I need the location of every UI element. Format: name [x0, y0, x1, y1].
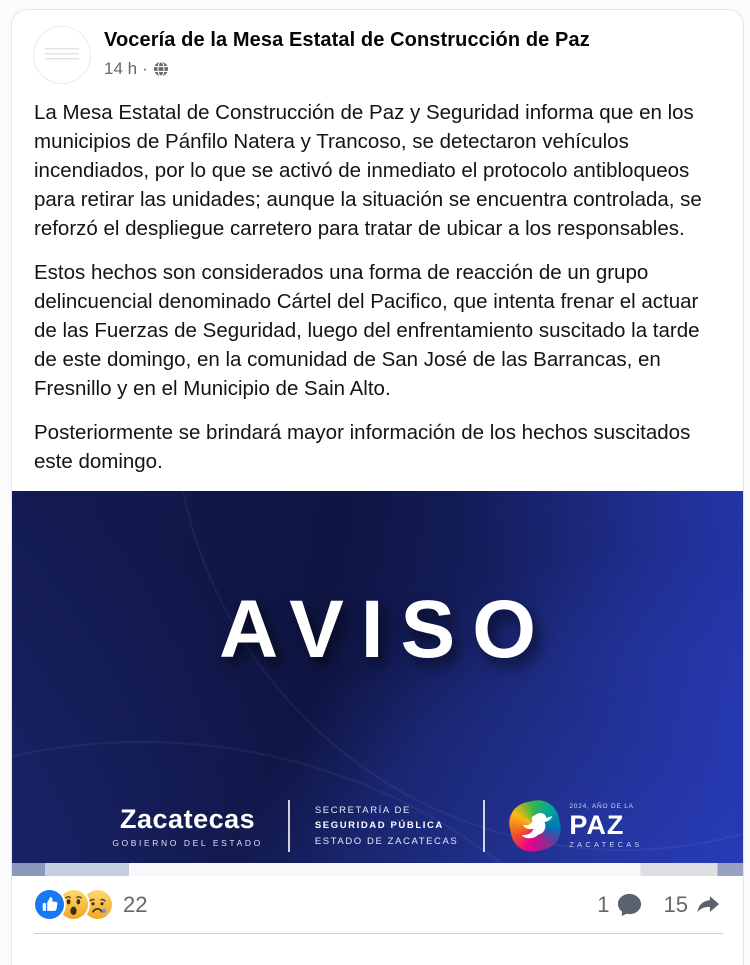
post-header-text: [104, 26, 590, 79]
post-footer-divider: [34, 933, 723, 934]
secretariat-line2: SEGURIDAD PÚBLICA: [314, 820, 444, 832]
reaction-summary[interactable]: [35, 890, 147, 919]
secretariat-logo: [315, 803, 459, 849]
paz-microtext: 2024, AÑO DE LA: [569, 802, 634, 810]
page-name-link[interactable]: Vocería de la Mesa Estatal de Construcción de Paz: [104, 29, 590, 51]
comment-bubble-icon: [616, 891, 643, 918]
comment-share-counts: [597, 891, 721, 918]
globe-icon: [153, 61, 169, 77]
post-header: [12, 10, 743, 90]
avatar-logo-placeholder: [45, 48, 79, 62]
like-icon[interactable]: [35, 890, 64, 919]
zacatecas-wordmark: Zacatecas: [120, 804, 256, 834]
footer-divider: [483, 800, 485, 852]
post-timestamp[interactable]: 14 h: [104, 59, 138, 78]
post-image[interactable]: [12, 491, 743, 863]
post-paragraph: La Mesa Estatal de Construcción de Paz y Seguridad informa que en los municipios de Pánfilo Natera y Trancoso, se detectaron vehículos incendiados, por lo que se activó de inmediato el protocolo antibloqueos para retirar las unidades; aunque la situación se encuentra controlada, se reforzó el despliegue carretero para tratar de ubicar a los responsables.: [34, 101, 702, 240]
post-paragraph: Estos hechos son considerados una forma de reacción de un grupo delincuencial denominado Cártel del Pacifico, que intenta frenar el actuar de las Fuerzas de Seguridad, luego del enfrentamiento suscitado la tarde de este domingo, en la comunidad de San José de las Barrancas, en Fresnillo y en el Municipio de Sain Alto.: [34, 261, 700, 400]
share-count[interactable]: 15: [663, 891, 688, 917]
paz-wordmark-block: [569, 804, 642, 849]
zacatecas-government-logo: [112, 804, 262, 848]
horizontal-scrollbar[interactable]: [12, 863, 743, 876]
post-body: [12, 90, 743, 476]
paz-logo: [510, 801, 642, 851]
paz-subtext: ZACATECAS: [569, 840, 643, 849]
secretariat-line1: SECRETARÍA DE: [314, 805, 411, 817]
post-paragraph: Posteriormente se brindará mayor información de los hechos suscitados este domingo.: [34, 421, 691, 473]
facebook-post-card: [11, 9, 744, 965]
page-avatar[interactable]: [33, 26, 91, 84]
share-arrow-icon: [694, 891, 721, 918]
secretariat-line3: ESTADO DE ZACATECAS: [314, 835, 459, 847]
paz-word: PAZ: [569, 810, 625, 840]
comment-count[interactable]: 1: [597, 891, 610, 917]
image-footer-logos: [12, 800, 743, 852]
zacatecas-tagline: GOBIERNO DEL ESTADO: [112, 838, 263, 848]
footer-divider: [288, 800, 290, 852]
dove-icon: [515, 806, 555, 846]
post-meta[interactable]: [104, 59, 590, 79]
paz-dove-emblem: [506, 796, 565, 855]
aviso-headline: AVISO: [218, 584, 554, 675]
engagement-bar: [12, 876, 743, 932]
meta-separator: ·: [142, 59, 148, 78]
comment-count-group[interactable]: [597, 891, 642, 918]
reaction-count[interactable]: 22: [123, 891, 148, 917]
share-count-group[interactable]: [664, 891, 721, 918]
